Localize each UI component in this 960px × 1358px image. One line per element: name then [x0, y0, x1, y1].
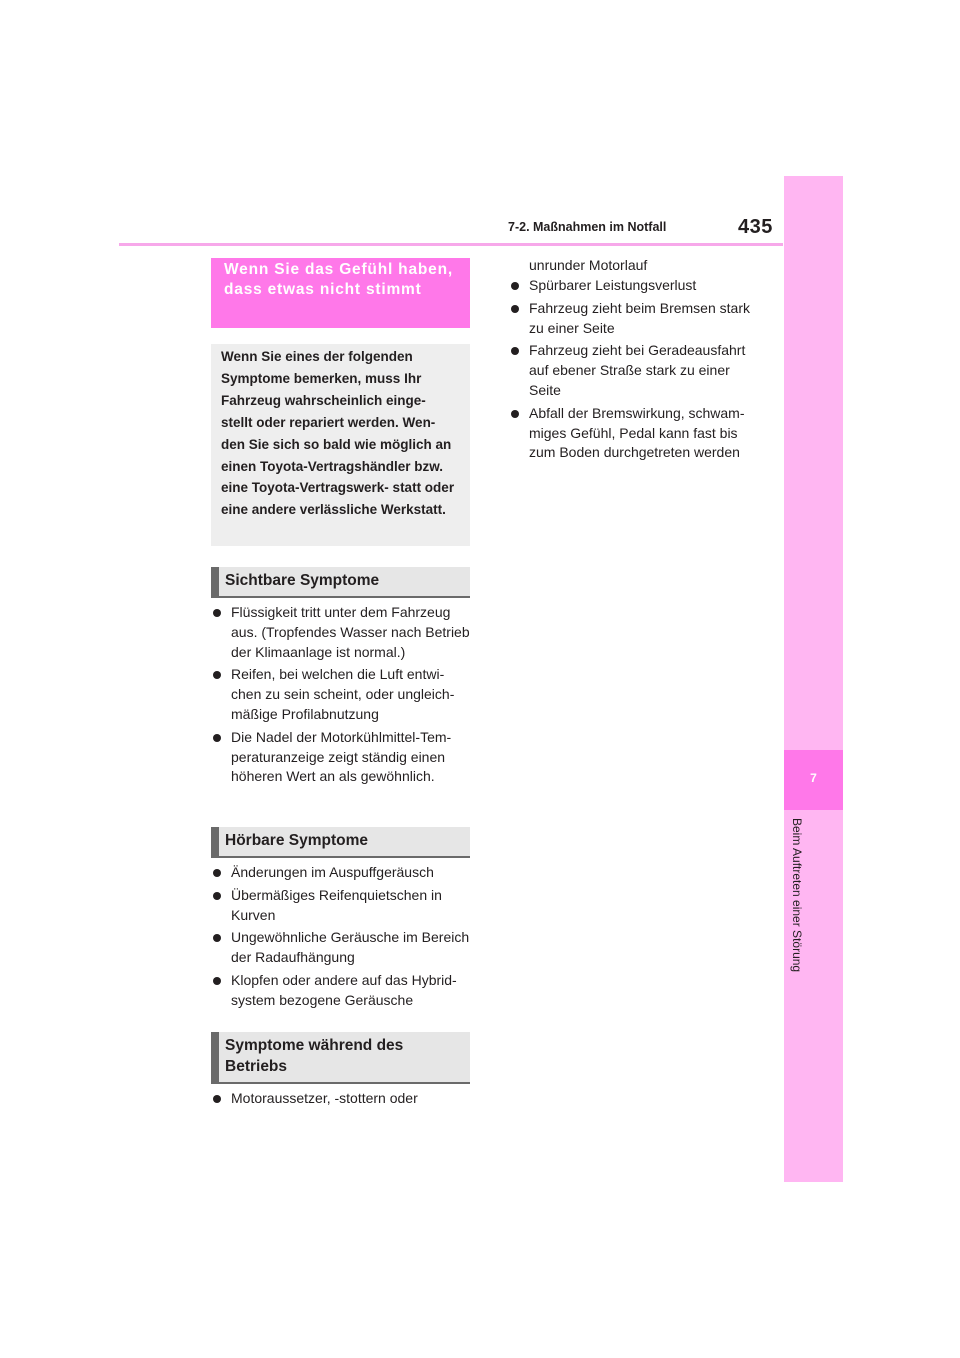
- list-item: Spürbarer Leistungsverlust: [511, 276, 755, 296]
- bullet-icon: [213, 734, 221, 742]
- list-item: Fahrzeug zieht beim Bremsen stark zu einer Seite: [511, 299, 755, 339]
- page-number: 435: [738, 216, 773, 238]
- bullet-icon: [213, 934, 221, 942]
- list-item: Abfall der Bremswirkung, schwam- miges Gefühl, Pedal kann fast bis zum Boden durchgetreten werden: [511, 404, 755, 463]
- bullet-icon: [511, 347, 519, 355]
- bullet-icon: [213, 671, 221, 679]
- bullet-icon: [213, 977, 221, 985]
- bullet-icon: [213, 609, 221, 617]
- intro-box: Wenn Sie eines der folgenden Symptome bemerken, muss Ihr Fahrzeug wahrscheinlich einge- stellt oder repariert werden. Wen- den Sie sich so bald wie möglich an einen Toyota-Vertragshändler bzw. eine Toyota-Vertragswerk- statt oder eine andere verlässliche Werkstatt.: [211, 344, 470, 546]
- heading-audible-symptoms: Hörbare Symptome: [211, 827, 470, 858]
- list-item: Klopfen oder andere auf das Hybrid- system bezogene Geräusche: [213, 971, 475, 1011]
- list-item: Die Nadel der Motorkühlmittel-Tem- peraturanzeige zeigt ständig einen höheren Wert an als gewöhnlich.: [213, 728, 475, 787]
- heading-visible-symptoms: Sichtbare Symptome: [211, 567, 470, 598]
- list-item-continuation: unrunder Motorlauf: [529, 257, 648, 273]
- list-item: Änderungen im Auspuffgeräusch: [213, 863, 475, 883]
- list-item: Motoraussetzer, -stottern oder: [213, 1089, 475, 1109]
- chapter-number: 7: [810, 771, 817, 785]
- list-item: Flüssigkeit tritt unter dem Fahrzeug aus. (Tropfendes Wasser nach Betrieb der Klimaanlage ist normal.): [213, 603, 475, 662]
- list-operation-symptoms: [511, 276, 755, 466]
- chapter-title: Beim Auftreten einer Störung: [790, 818, 804, 973]
- list-item: Ungewöhnliche Geräusche im Bereich der Radaufhängung: [213, 928, 475, 968]
- list-operation-symptoms-start: [213, 1089, 475, 1112]
- bullet-icon: [213, 892, 221, 900]
- list-item: Fahrzeug zieht bei Geradeausfahrt auf ebener Straße stark zu einer Seite: [511, 341, 755, 400]
- list-item: Reifen, bei welchen die Luft entwi- chen zu sein scheint, oder ungleich- mäßige Profilabnutzung: [213, 665, 475, 724]
- list-item: Übermäßiges Reifenquietschen in Kurven: [213, 886, 475, 926]
- chapter-side-strip: [784, 176, 843, 1182]
- bullet-icon: [511, 305, 519, 313]
- bullet-icon: [213, 1095, 221, 1103]
- bullet-icon: [511, 282, 519, 290]
- bullet-icon: [511, 410, 519, 418]
- list-visible-symptoms: [213, 603, 475, 790]
- bullet-icon: [213, 869, 221, 877]
- main-title: Wenn Sie das Gefühl haben, dass etwas nicht stimmt: [211, 258, 470, 328]
- section-reference: 7-2. Maßnahmen im Notfall: [508, 220, 667, 234]
- heading-operation-symptoms: Symptome während des Betriebs: [211, 1032, 470, 1084]
- list-audible-symptoms: [213, 863, 475, 1014]
- header-divider: [119, 243, 783, 246]
